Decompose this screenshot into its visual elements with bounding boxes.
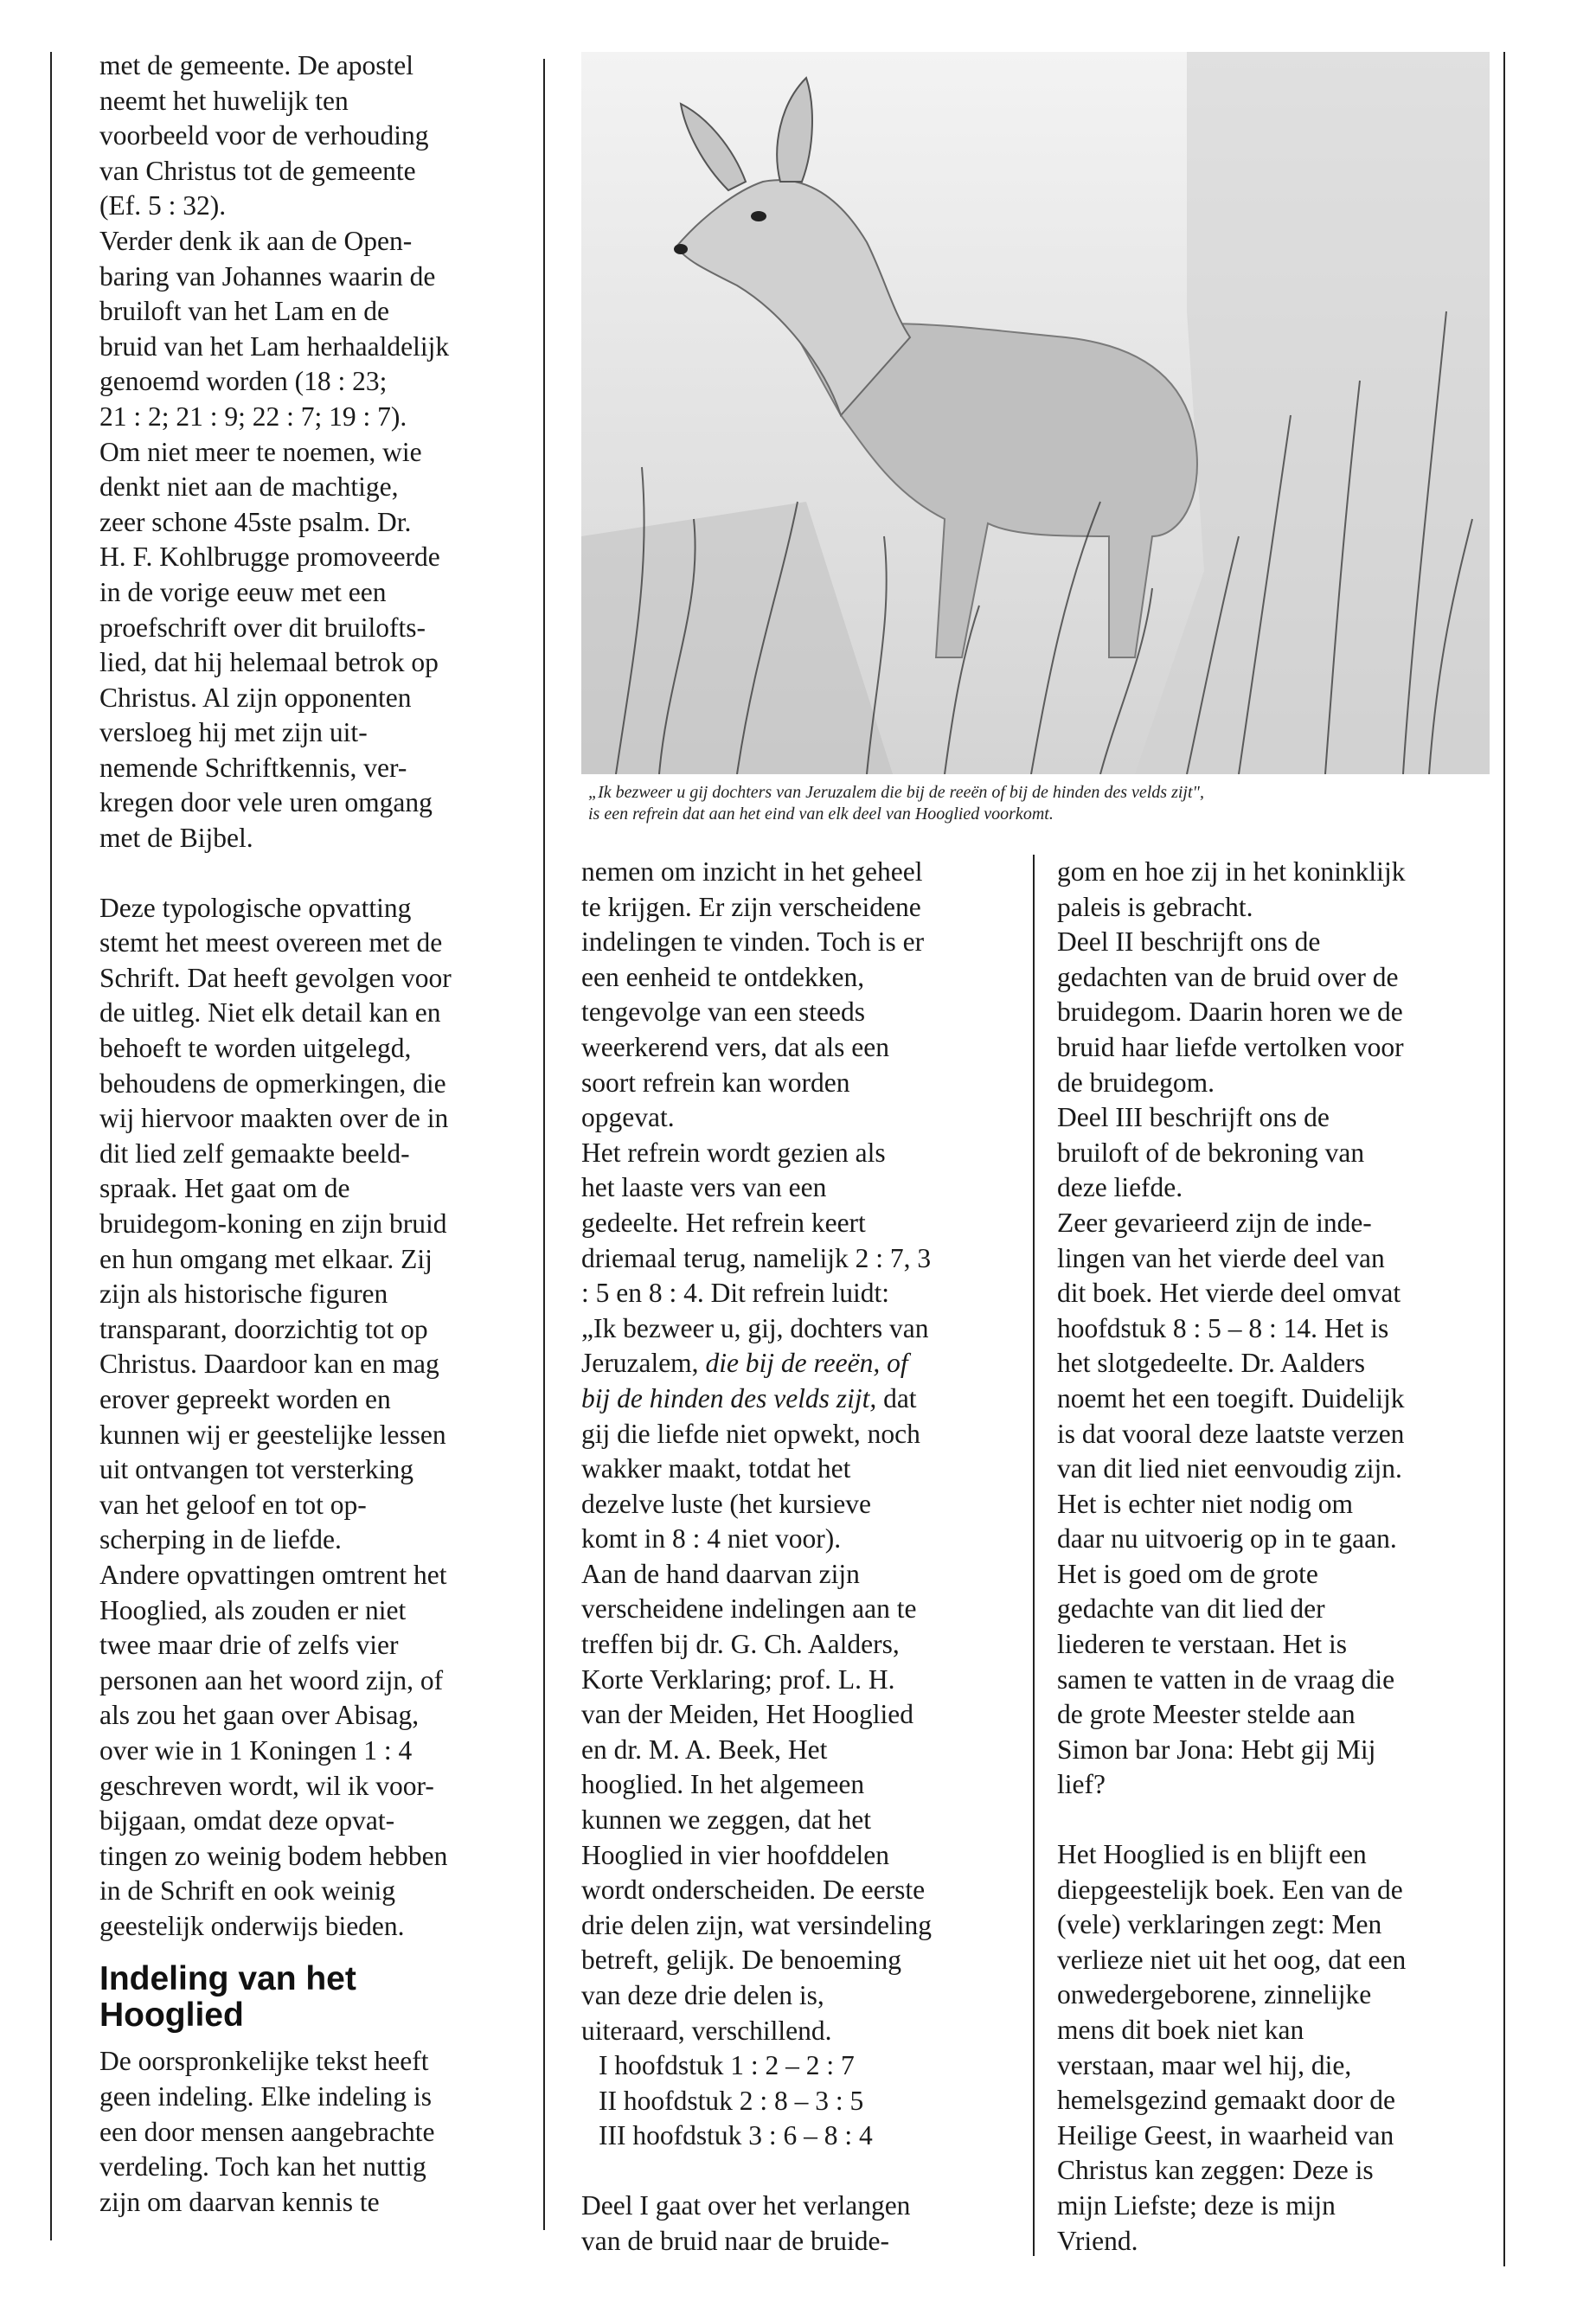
text-line: uiteraard, verschillend. [581,2015,832,2046]
text-line: Hooglied, als zouden er niet [99,1594,407,1625]
text-line: bruiloft van het Lam en de [99,296,390,327]
text-line: Deel III beschrijft ons de [1057,1102,1330,1133]
text-line: spraak. Het gaat om de [99,1173,350,1204]
text-line: proefschrift over dit bruilofts- [99,612,426,643]
refrain-plain-2: dat [876,1382,917,1413]
text-line: kunnen wij er geestelijke lessen [99,1419,446,1450]
text-line: „Ik bezweer u, gij, dochters van [581,1312,929,1343]
text-line: komt in 8 : 4 niet voor). [581,1523,842,1554]
text-line: kunnen we zeggen, dat het [581,1804,871,1836]
text-line: Deel II beschrijft ons de [1057,926,1321,958]
text-line: uit ontvangen tot versterking [99,1454,414,1485]
deer-illustration [581,52,1490,774]
text-line: tengevolge van een steeds [581,997,865,1028]
text-line: het slotgedeelte. Dr. Aalders [1057,1348,1366,1379]
text-line: Andere opvattingen omtrent het [99,1559,447,1590]
column-rule-col1-col2 [543,59,545,2230]
text-line: nemen om inzicht in het geheel [581,856,923,887]
text-line: transparant, doorzichtig tot op [99,1313,428,1344]
text-line: erover gepreekt worden en [99,1383,391,1414]
text-line: verstaan, maar wel hij, die, [1057,2049,1352,2080]
text-line: in de vorige eeuw met een [99,576,387,607]
text-line: driemaal terug, namelijk 2 : 7, 3 [581,1242,932,1273]
col1-paragraph-a [99,48,532,856]
text-line: met de gemeente. De apostel [99,50,413,80]
caption-line-2: is een refrein dat aan het eind van elk deel van Hooglied voorkomt. [588,804,1054,824]
text-line: en hun omgang met elkaar. Zij [99,1243,433,1274]
text-line: deze liefde. [1057,1172,1183,1203]
column-3 [1057,855,1498,2259]
refrain-plain-1: Jeruzalem, [581,1348,706,1379]
text-line: liederen te verstaan. Het is [1057,1629,1347,1660]
text-line: het laaste vers van een [581,1172,827,1203]
text-line: De oorspronkelijke tekst heeft [99,2046,429,2077]
text-line: van deze drie delen is, [581,1980,824,2010]
col1-paragraph-b [99,891,532,1945]
text-line: : 5 en 8 : 4. Dit refrein luidt: [581,1278,890,1309]
text-line: wij hiervoor maakten over de in [99,1103,449,1134]
text-line: behoeft te worden uitgelegd, [99,1033,412,1064]
text-line: zijn als historische figuren [99,1279,388,1310]
text-line: scherping in de liefde. [99,1524,342,1555]
text-line: I hoofdstuk 1 : 2 – 2 : 7 [599,2050,855,2081]
text-line: bruiloft of de bekroning van [1057,1137,1365,1168]
text-line: Deze typologische opvatting [99,892,412,923]
column-rule-right [1503,52,1505,2266]
text-line: betreft, gelijk. De benoeming [581,1945,902,1976]
text-line: met de Bijbel. [99,823,253,854]
text-line: Het is echter niet nodig om [1057,1488,1354,1519]
text-line: de bruidegom. [1057,1067,1215,1098]
text-line: Het refrein wordt gezien als [581,1137,886,1168]
text-line: wordt onderscheiden. De eerste [581,1875,926,1906]
text-line: lief? [1057,1769,1106,1800]
text-line: verscheidene indelingen aan te [581,1593,917,1625]
text-line: geestelijk onderwijs bieden. [99,1910,405,1941]
col3-paragraph-b [1057,1837,1498,2259]
text-line: stemt het meest overeen met de [99,927,443,958]
text-line: een eenheid te ontdekken, [581,961,865,992]
text-line: nemende Schriftkennis, ver- [99,752,407,783]
text-line: Heilige Geest, in waarheid van [1057,2119,1394,2150]
heading-line-1: Indeling van het [99,1960,356,1998]
text-line: gedachten van de bruid over de [1057,961,1399,992]
text-line: III hoofdstuk 3 : 6 – 8 : 4 [599,2120,873,2151]
refrain-italic-2: bij de hinden des velds zijt, [581,1382,877,1413]
text-line: Hooglied in vier hoofddelen [581,1839,890,1870]
text-line: H. F. Kohlbrugge promoveerde [99,542,440,573]
text-line: van dit lied niet eenvoudig zijn. [1057,1453,1402,1484]
text-line: II hoofdstuk 2 : 8 – 3 : 5 [599,2085,864,2116]
heading-line-2: Hooglied [99,1997,244,2035]
text-line: drie delen zijn, wat versindeling [581,1909,932,1940]
column-2 [581,855,1022,2259]
text-line: gedachte van dit lied der [1057,1593,1325,1625]
text-line: indelingen te vinden. Toch is er [581,926,925,958]
text-line: bijgaan, omdat deze opvat- [99,1805,395,1836]
refrain-line-1 [581,1346,1022,1381]
text-line: Deel I gaat over het verlangen [581,2189,911,2221]
text-line: baring van Johannes waarin de [99,260,436,292]
text-line: Het Hooglied is en blijft een [1057,1839,1367,1870]
text-line: paleis is gebracht. [1057,891,1253,922]
text-line: gij die liefde niet opwekt, noch [581,1418,920,1449]
text-line: hemelsgezind gemaakt door de [1057,2085,1395,2116]
text-line: lied, dat hij helemaal betrok op [99,647,439,678]
text-line: geschreven wordt, wil ik voor- [99,1770,434,1801]
text-line: van der Meiden, Het Hooglied [581,1699,914,1730]
text-line: voorbeeld voor de verhouding [99,120,429,151]
text-line: van het geloof en tot op- [99,1489,367,1520]
text-line: diepgeestelijk boek. Een van de [1057,1874,1403,1905]
text-line: kregen door vele uren omgang [99,787,433,818]
text-line: is dat vooral deze laatste verzen [1057,1418,1405,1449]
text-line: over wie in 1 Koningen 1 : 4 [99,1734,413,1766]
text-line: de uitleg. Niet elk detail kan en [99,997,441,1029]
text-line: Het is goed om de grote [1057,1558,1318,1589]
text-line: daar nu uitvoerig op in te gaan. [1057,1523,1397,1554]
col2-paragraph-b [581,1417,1022,2049]
text-line: versloeg hij met zijn uit- [99,717,368,748]
text-line: Schrift. Dat heeft gevolgen voor [99,962,452,993]
text-line: hoofdstuk 8 : 5 – 8 : 14. Het is [1057,1312,1389,1343]
text-line: behoudens de opmerkingen, die [99,1067,446,1099]
text-line: soort refrein kan worden [581,1067,850,1098]
text-line: Christus kan zeggen: Deze is [1057,2155,1374,2186]
text-line: zijn om daarvan kennis te [99,2186,380,2217]
text-line: gom en hoe zij in het koninklijk [1057,856,1406,887]
text-line: een door mensen aangebrachte [99,2116,435,2147]
text-line: Zeer gevarieerd zijn de inde- [1057,1207,1372,1238]
col2-paragraph-c [581,2189,1022,2259]
column-1 [99,48,532,2220]
text-line: verdeling. Toch kan het nuttig [99,2151,426,2182]
text-line: bruid haar liefde vertolken voor [1057,1031,1404,1062]
text-line: onwedergeborene, zinnelijke [1057,1979,1372,2010]
text-line: treffen bij dr. G. Ch. Aalders, [581,1629,900,1660]
text-line: bruidegom-koning en zijn bruid [99,1208,447,1239]
text-line: verlieze niet uit het oog, dat een [1057,1944,1407,1975]
refrain-line-2 [581,1381,1022,1417]
text-line: weerkerend vers, dat als een [581,1031,889,1062]
text-line: denkt niet aan de machtige, [99,471,399,503]
text-line: Korte Verklaring; prof. L. H. [581,1663,895,1695]
column-rule-col2-col3 [1033,855,1035,2256]
text-line: tingen zo weinig bodem hebben [99,1840,448,1871]
text-line: opgevat. [581,1102,675,1133]
column-rule-left [50,52,52,2240]
text-line: noemt het een toegift. Duidelijk [1057,1382,1405,1413]
text-line: lingen van het vierde deel van [1057,1242,1385,1273]
col2-paragraph-a [581,855,1022,1346]
text-line: als zou het gaan over Abisag, [99,1700,420,1731]
text-line: dit lied zelf gemaakte beeld- [99,1138,410,1169]
caption-line-1: „Ik bezweer u gij dochters van Jeruzalem die bij de reeën of bij de hinden des velds zijt", [588,783,1204,802]
text-line: de grote Meester stelde aan [1057,1699,1356,1730]
text-line: bruid van het Lam herhaaldelijk [99,330,450,362]
text-line: van de bruid naar de bruide- [581,2225,889,2256]
text-line: hooglied. In het algemeen [581,1769,865,1800]
text-line: neemt het huwelijk ten [99,85,349,116]
text-line: twee maar drie of zelfs vier [99,1630,399,1661]
text-line: van Christus tot de gemeente [99,155,416,186]
text-line: in de Schrift en ook weinig [99,1875,396,1907]
text-line: Aan de hand daarvan zijn [581,1558,860,1589]
text-line: en dr. M. A. Beek, Het [581,1734,828,1765]
text-line: te krijgen. Er zijn verscheidene [581,891,921,922]
text-line: dit boek. Het vierde deel omvat [1057,1278,1401,1309]
text-line: Verder denk ik aan de Open- [99,225,413,256]
text-line: genoemd worden (18 : 23; [99,366,388,397]
refrain-italic-1: die bij de reeën, of [705,1348,908,1379]
section-heading [99,1961,532,2034]
text-line: personen aan het woord zijn, of [99,1664,444,1695]
text-line: Simon bar Jona: Hebt gij Mij [1057,1734,1376,1765]
text-line: Christus. Daardoor kan en mag [99,1349,439,1380]
text-line: dezelve luste (het kursieve [581,1488,871,1519]
photo-caption [588,782,1497,825]
text-line: geen indeling. Elke indeling is [99,2081,433,2112]
text-line: 21 : 2; 21 : 9; 22 : 7; 19 : 7). [99,401,407,432]
text-line: bruidegom. Daarin horen we de [1057,997,1403,1028]
text-line: mens dit boek niet kan [1057,2015,1304,2045]
col3-paragraph-a [1057,855,1498,1803]
text-line: Om niet meer te noemen, wie [99,436,422,467]
text-line: samen te vatten in de vraag die [1057,1663,1395,1695]
text-line: zeer schone 45ste psalm. Dr. [99,506,412,537]
text-line: wakker maakt, totdat het [581,1453,851,1484]
col1-paragraph-c [99,2044,532,2220]
text-line: Vriend. [1057,2225,1138,2256]
text-line: mijn Liefste; deze is mijn [1057,2189,1336,2221]
deer-photo [581,52,1490,774]
text-line: (Ef. 5 : 32). [99,190,227,221]
chapter-table [581,2048,1022,2154]
text-line: (vele) verklaringen zegt: Men [1057,1909,1382,1940]
text-line: gedeelte. Het refrein keert [581,1207,866,1238]
text-line: Christus. Al zijn opponenten [99,682,412,713]
